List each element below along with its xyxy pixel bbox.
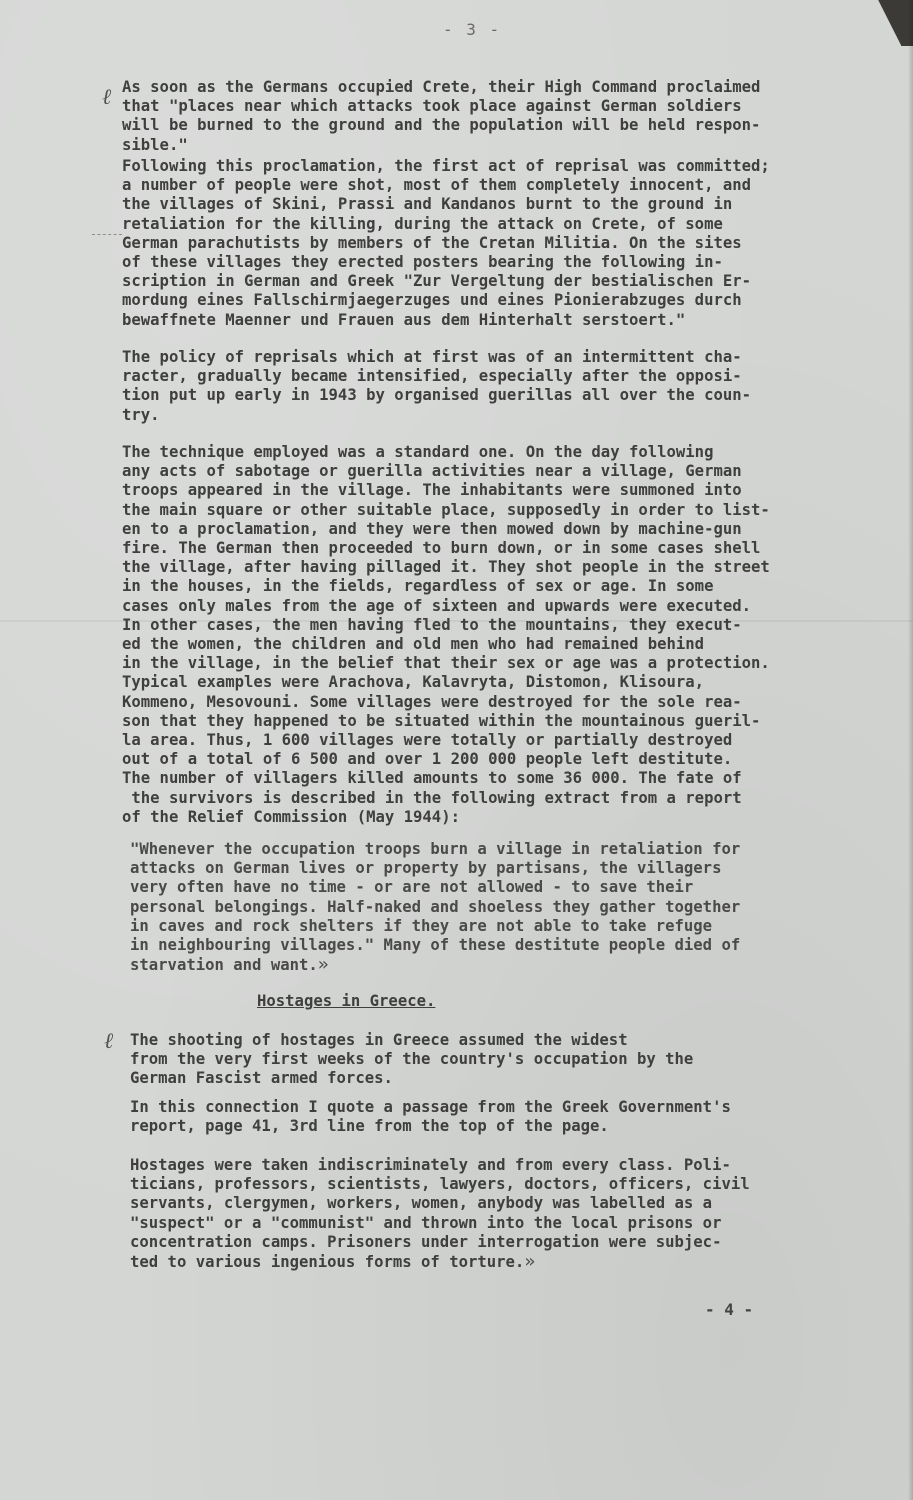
- paragraph-crete-proclamation: As soon as the Germans occupied Crete, their High Command proclaimed that "places near which attacks took place against German soldiers will be burned to the ground and the population will be held respon- sible.": [122, 78, 761, 154]
- hostages-text: Hostages were taken indiscriminately and from every class. Poli- ticians, professors, scientists, lawyers, doctors, officers, civil servants, clergymen, workers, women, anybody was labelled as a "suspect" or a "communist" and thrown into the local prisons or concentration camps. Prisoners under interrogation were subjec- ted to various ingenious forms of torture.: [130, 1156, 750, 1272]
- margin-mark-2: ℓ: [104, 1029, 114, 1054]
- paragraph-reprisal-policy: The policy of reprisals which at first was of an intermittent cha- racter, gradually became intensified, especially after the opposi- tion put up early in 1943 by organised guerillas all over the coun- try.: [122, 348, 752, 424]
- next-page-number: - 4 -: [705, 1300, 754, 1319]
- margin-mark-1: ℓ: [102, 85, 112, 110]
- paragraph-government-report: In this connection I quote a passage from the Greek Government's report, page 41, 3rd line from the top of the page.: [130, 1098, 731, 1136]
- margin-dash: [92, 234, 122, 236]
- torn-corner: [855, 0, 913, 46]
- paragraph-hostages-intro: The shooting of hostages in Greece assumed the widest from the very first weeks of the country's occupation by the German Fascist armed forces.: [130, 1031, 694, 1088]
- page-number: - 3 -: [443, 20, 502, 39]
- quote-text: "Whenever the occupation troops burn a village in retaliation for attacks on German lives or property by partisans, the villagers very often have no time - or are not allowed - to save their personal belongings. Half-naked and shoeless they gather together in caves and rock shelters if they are not able to take refuge in neighbouring villages." Many of these destitute people died of starvation and want.: [130, 840, 741, 975]
- paragraph-first-reprisal: Following this proclamation, the first act of reprisal was committed; a number of people were shot, most of them completely innocent, and the villages of Skini, Prassi and Kandanos burnt to the ground in retaliation for the killing, during the attack on Crete, of some German parachutists by members of the Cretan Militia. On the sites of these villages they erected posters bearing the following in- scription in German and Greek "Zur Vergeltung der bestialischen Er- mordung eines Fallschirmjaegerzuges und eines Pionierabzuges durch bewaffnete Maenner und Frauen aus dem Hinterhalt serstoert.": [122, 157, 770, 329]
- section-heading-hostages: Hostages in Greece.: [257, 992, 436, 1010]
- paragraph-hostages-taken: [130, 1156, 750, 1272]
- relief-commission-quote: [130, 840, 740, 975]
- page-edge-shadow: [908, 0, 913, 1500]
- paragraph-technique: The technique employed was a standard one. On the day following any acts of sabotage or guerilla activities near a village, German troops appeared in the village. The inhabitants were summoned into the main square or other suitable place, supposedly in order to list- en to a proclamation, and they were then mowed down by machine-gun fire. The German then proceeded to burn down, or in some cases shell the village, after having pillaged it. They shot people in the street in the houses, in the fields, regardless of sex or age. In some cases only males from the age of sixteen and upwards were executed. In other cases, the men having fled to the mountains, they execut- ed the women, the children and old men who had remained behind in the village, in the belief that their sex or age was a protection. Typical examples were Arachova, Kalavryta, Distomon, Klisoura, Kommeno, Mesovouni. Some villages were destroyed for the sole rea- son that they happened to be situated within the mountainous gueril- la area. Thus, 1 600 villages were totally or partially destroyed out of a total of 6 500 and over 1 200 000 people left destitute. The number of villagers killed amounts to some 36 000. The fate of the survivors is described in the following extract from a report of the Relief Commission (May 1944):: [122, 443, 770, 826]
- quote-end-mark: »: [317, 954, 329, 976]
- p7-end-mark: »: [524, 1251, 536, 1273]
